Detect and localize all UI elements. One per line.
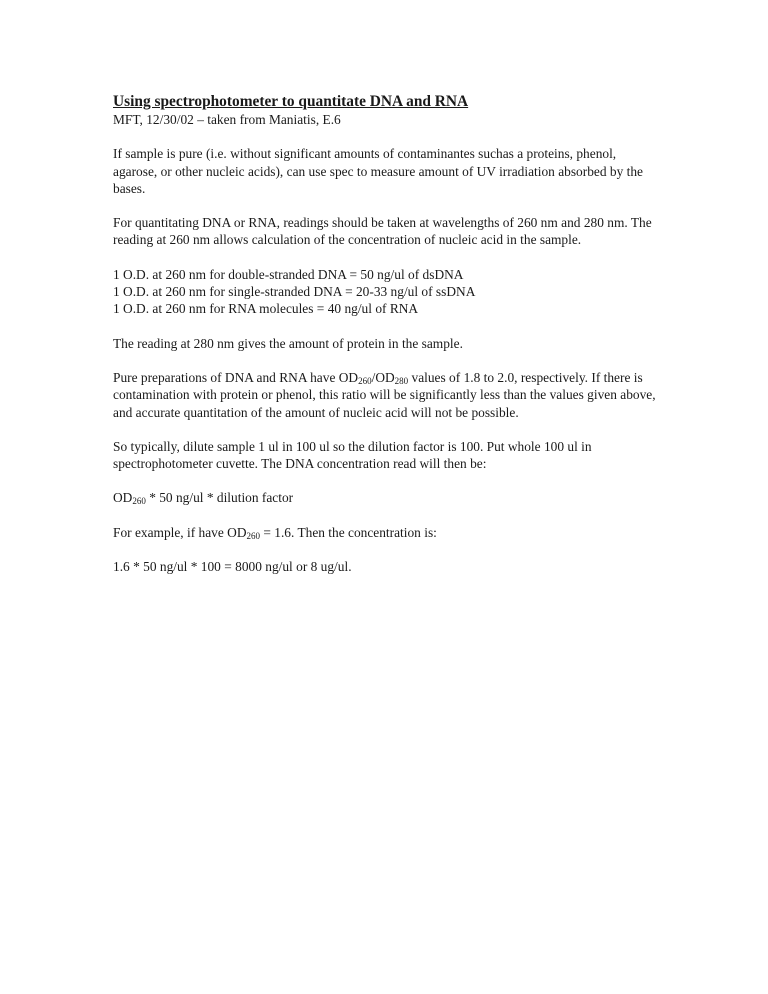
paragraph-purity-ratio xyxy=(113,369,658,421)
ratio-od-b: OD xyxy=(375,369,395,385)
paragraph-280nm: The reading at 280 nm gives the amount of protein in the sample. xyxy=(113,335,463,351)
document-title: Using spectrophotometer to quantitate DNA and RNA xyxy=(113,93,469,110)
ratio-sub-b: 280 xyxy=(394,375,409,386)
formula-line xyxy=(113,489,658,506)
od-values-list xyxy=(113,266,658,318)
od-line-rna: 1 O.D. at 260 nm for RNA molecules = 40 ng/ul of RNA xyxy=(113,301,419,317)
document-page xyxy=(113,93,658,592)
formula-rest: * 50 ng/ul * dilution factor xyxy=(145,490,294,506)
ratio-text-pre: Pure preparations of DNA and RNA have xyxy=(113,369,339,385)
paragraph-purity: If sample is pure (i.e. without significant amounts of contaminantes suchas a proteins, phenol, agarose, or other nucleic acids), can use spec to measure amount of UV irradiation absorbed by the bases. xyxy=(113,146,643,196)
document-subtitle: MFT, 12/30/02 – taken from Maniatis, E.6 xyxy=(113,112,341,127)
formula-od: OD xyxy=(113,490,133,506)
ratio-sub-a: 260 xyxy=(358,375,372,386)
paragraph-wavelengths: For quantitating DNA or RNA, readings should be taken at wavelengths of 260 nm and 280 nm. The reading at 260 nm allows calculation of the concentration of nucleic acid in the sample. xyxy=(113,215,652,248)
example-sub: 260 xyxy=(246,530,260,541)
od-line-ssdna: 1 O.D. at 260 nm for single-stranded DNA = 20-33 ng/ul of ssDNA xyxy=(113,284,476,300)
example-pre: For example, if have OD xyxy=(113,524,247,540)
formula-sub: 260 xyxy=(132,496,146,507)
paragraph-dilution: So typically, dilute sample 1 ul in 100 ul so the dilution factor is 100. Put whole 100 ul in spectrophotometer cuvette. The DNA concentration read will then be: xyxy=(113,438,592,472)
example-post: = 1.6. Then the concentration is: xyxy=(260,524,437,540)
ratio-od-a: OD xyxy=(338,369,359,385)
ratio-text-post: values of 1.8 to 2.0, respectively. If there is contamination with protein or phenol, this ratio will be significantly less than the values given above, and accurate quantitation of the amount of nucleic acid will not be possible. xyxy=(113,369,656,420)
result-line: 1.6 * 50 ng/ul * 100 = 8000 ng/ul or 8 ug/ul. xyxy=(113,559,352,575)
od-line-dsdna: 1 O.D. at 260 nm for double-stranded DNA = 50 ng/ul of dsDNA xyxy=(113,266,464,282)
ratio-slash: / xyxy=(371,369,376,385)
example-line xyxy=(113,524,658,541)
